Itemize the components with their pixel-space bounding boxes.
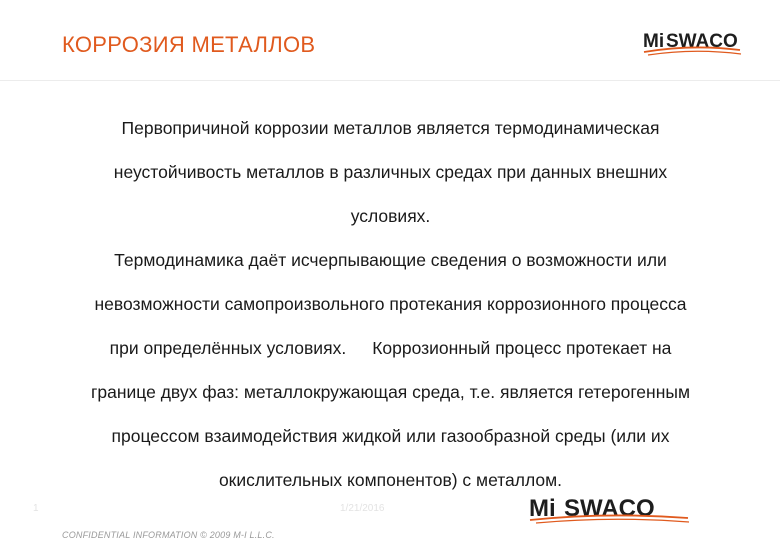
footer-confidential: CONFIDENTIAL INFORMATION © 2009 M-I L.L.C. bbox=[62, 530, 275, 540]
footer-logo-mi-text: Mi bbox=[529, 495, 556, 522]
footer-logo-swaco-text: SWACO bbox=[564, 495, 655, 522]
mi-swaco-footer-logo bbox=[528, 494, 690, 524]
footer-date: 1/21/2016 bbox=[340, 503, 385, 514]
body-text bbox=[18, 106, 763, 502]
body-line: Термодинамика даёт исчерпывающие сведения о возможности или bbox=[114, 250, 667, 270]
body-line: условиях. bbox=[350, 206, 431, 226]
title-divider bbox=[0, 80, 780, 81]
body-line: неустойчивость металлов в различных средах при данных внешних bbox=[113, 162, 668, 182]
logo-mi-text: Mi bbox=[643, 31, 665, 52]
body-line: Первопричиной коррозии металлов является термодинамическая bbox=[121, 118, 660, 138]
body-line: окислительных компонентов) с металлом. bbox=[218, 470, 563, 490]
body-line-part: при определённых условиях. bbox=[109, 338, 347, 358]
body-line bbox=[18, 326, 763, 370]
footer-marker: 1 bbox=[33, 503, 39, 514]
slide-title: КОРРОЗИЯ МЕТАЛЛОВ bbox=[62, 32, 316, 57]
logo-swaco-text: SWACO bbox=[666, 31, 738, 52]
body-line-part: Коррозионный процесс протекает на bbox=[372, 338, 672, 358]
body-line: невозможности самопроизвольного протекания коррозионного процесса bbox=[94, 294, 687, 314]
mi-swaco-logo bbox=[642, 27, 742, 59]
body-line: процессом взаимодействия жидкой или газообразной среды (или их bbox=[111, 426, 670, 446]
body-line: границе двух фаз: металлокружающая среда, т.е. является гетерогенным bbox=[91, 382, 690, 402]
